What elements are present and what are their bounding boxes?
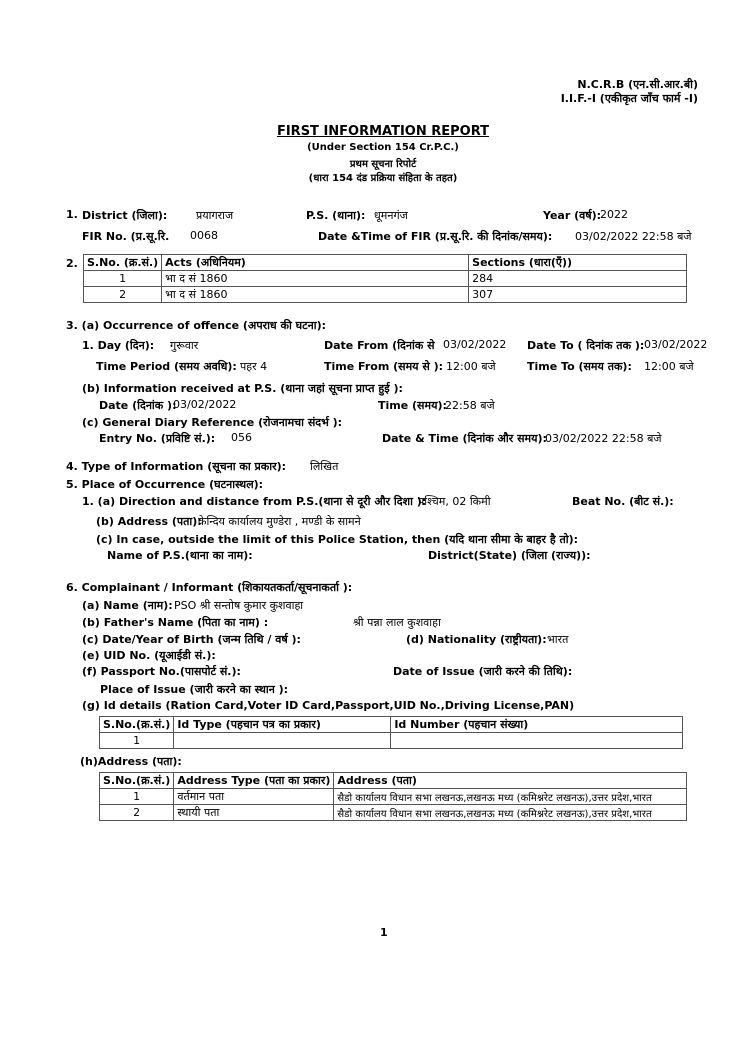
year-label: Year (वर्ष):: [543, 209, 602, 222]
day-label: 1. Day (दिन):: [82, 339, 155, 352]
gd-reference-label: (c) General Diary Reference (रोजनामचा संदर्भ ):: [82, 416, 343, 429]
info-time-label: Time (समय):: [378, 399, 447, 412]
date-from-label: Date From (दिनांक से: [324, 339, 435, 352]
s1-num: 1.: [66, 208, 78, 221]
fir-datetime-value: 03/02/2022 22:58 बजे: [575, 230, 692, 243]
page-title: FIRST INFORMATION REPORT: [276, 124, 490, 139]
address-cell-type: वर्तमान पता: [174, 789, 334, 805]
district-label: District (जिला):: [82, 209, 168, 222]
date-to-value: 03/02/2022: [644, 338, 708, 351]
address-cell-type: स्थायी पता: [174, 805, 334, 821]
form-label: I.I.F.-I (एकीकृत जाँच फार्म -I): [560, 92, 698, 105]
title-hindi-section: (धारा 154 दंड प्रक्रिया संहिता के तहत): [308, 173, 458, 184]
acts-cell-sno: 2: [84, 287, 162, 303]
uid-label: (e) UID No. (यूआईडी सं.):: [82, 649, 216, 662]
address-cell-address: सैडो कार्यालय विधान सभा लखनऊ,लखनऊ मध्य (कमिश्नरेट लखनऊ),उत्तर प्रदेश,भारत: [334, 789, 687, 805]
father-name-value: श्री पन्ना लाल कुशवाहा: [353, 616, 441, 629]
name-value: PSO श्री सन्तोष कुमार कुशवाहा: [174, 599, 304, 612]
place-address-value: केन्दिय कार्यालय मुण्डेरा , मण्डी के सामने: [198, 515, 361, 528]
address-cell-sno: 1: [100, 789, 174, 805]
acts-cell-section: 307: [469, 287, 687, 303]
time-from-label: Time From (समय से ):: [324, 360, 444, 373]
address-header-sno: S.No.(क्र.सं.): [100, 773, 174, 789]
acts-header-row: [84, 255, 687, 271]
dob-label: (c) Date/Year of Birth (जन्म तिथि / वर्ष ):: [82, 633, 301, 646]
info-type-label: 4. Type of Information (सूचना का प्रकार):: [66, 460, 287, 473]
year-value: 2022: [600, 208, 628, 221]
title-hindi: प्रथम सूचना रिपोर्ट: [349, 159, 417, 170]
id-details-label: (g) Id details (Ration Card,Voter ID Card,Passport,UID No.,Driving License,PAN): [82, 699, 575, 712]
address-table: [99, 772, 687, 821]
gd-datetime-label: Date & Time (दिनांक और समय):: [382, 432, 547, 445]
complainant-label: 6. Complainant / Informant (शिकायतकर्ता/सूचनाकर्ता ):: [66, 581, 353, 594]
direction-label: 1. (a) Direction and distance from P.S.(थाना से दूरी और दिशा ):: [82, 495, 427, 508]
address-label: (h)Address (पता):: [80, 755, 182, 768]
id-table: [99, 716, 683, 749]
entry-no-value: 056: [231, 431, 252, 444]
page-number: 1: [380, 926, 388, 939]
title-section: (Under Section 154 Cr.P.C.): [307, 142, 459, 153]
date-from-value: 03/02/2022: [443, 338, 507, 351]
gd-datetime-value: 03/02/2022 22:58 बजे: [545, 432, 662, 445]
issue-date-label: Date of Issue (जारी करने की तिथि):: [393, 665, 573, 678]
time-period-value: पहर 4: [240, 360, 268, 373]
date-to-label: Date To ( दिनांक तक ):: [527, 339, 645, 352]
s2-num: 2.: [66, 257, 78, 270]
id-cell-sno: 1: [100, 733, 174, 749]
id-header-sno: S.No.(क्र.सं.): [100, 717, 174, 733]
father-name-label: (b) Father's Name (पिता का नाम) :: [82, 616, 269, 629]
table-row: [100, 733, 683, 749]
time-to-label: Time To (समय तक):: [527, 360, 632, 373]
acts-cell-sno: 1: [84, 271, 162, 287]
issue-place-label: Place of Issue (जारी करने का स्थान ):: [100, 683, 289, 696]
info-date-value: 03/02/2022: [173, 398, 237, 411]
acts-cell-act: भा द सं 1860: [162, 271, 469, 287]
time-period-label: Time Period (समय अवधि):: [96, 360, 237, 373]
info-type-value: लिखित: [310, 460, 339, 473]
id-header-type: Id Type (पहचान पत्र का प्रकार): [174, 717, 391, 733]
fir-value: 0068: [190, 229, 218, 242]
address-header-type: Address Type (पता का प्रकार): [174, 773, 334, 789]
info-date-label: Date (दिनांक ):: [99, 399, 177, 412]
address-header-row: [100, 773, 687, 789]
outside-state-label: District(State) (जिला (राज्य)):: [428, 549, 591, 562]
passport-label: (f) Passport No.(पासपोर्ट सं.):: [82, 665, 241, 678]
time-from-value: 12:00 बजे: [446, 360, 496, 373]
table-row: [100, 805, 687, 821]
table-row: [84, 287, 687, 303]
acts-header-sections: Sections (धारा(एँ)): [469, 255, 687, 271]
name-label: (a) Name (नाम):: [82, 599, 173, 612]
nationality-value: भारत: [547, 633, 569, 646]
beat-no-label: Beat No. (बीट सं.):: [572, 495, 674, 508]
ps-label: P.S. (थाना):: [306, 209, 366, 222]
table-row: [84, 271, 687, 287]
nationality-label: (d) Nationality (राष्ट्रीयता):: [406, 633, 547, 646]
place-address-label: (b) Address (पता):: [96, 515, 202, 528]
info-received-label: (b) Information received at P.S. (थाना जहां सूचना प्राप्त हुई ):: [82, 382, 403, 395]
entry-no-label: Entry No. (प्रविष्टि सं.):: [99, 432, 216, 445]
district-value: प्रयागराज: [196, 209, 234, 222]
direction-value: पश्चिम, 02 किमी: [418, 495, 491, 508]
id-cell-number: [391, 733, 683, 749]
id-header-row: [100, 717, 683, 733]
fir-label: FIR No. (प्र.सू.रि.: [82, 230, 170, 243]
acts-cell-section: 284: [469, 271, 687, 287]
address-header-address: Address (पता): [334, 773, 687, 789]
address-cell-address: सैडो कार्यालय विधान सभा लखनऊ,लखनऊ मध्य (कमिश्नरेट लखनऊ),उत्तर प्रदेश,भारत: [334, 805, 687, 821]
address-cell-sno: 2: [100, 805, 174, 821]
acts-table: [83, 254, 687, 303]
acts-cell-act: भा द सं 1860: [162, 287, 469, 303]
day-value: गुरूवार: [170, 339, 199, 352]
acts-header-acts: Acts (अधिनियम): [162, 255, 469, 271]
ncrb-label: N.C.R.B (एन.सी.आर.बी): [577, 78, 698, 91]
id-header-number: Id Number (पहचान संख्या): [391, 717, 683, 733]
ps-value: धूमनगंज: [374, 209, 408, 222]
time-to-value: 12:00 बजे: [644, 360, 694, 373]
acts-header-sno: S.No. (क्र.सं.): [84, 255, 162, 271]
table-row: [100, 789, 687, 805]
s3-heading: 3. (a) Occurrence of offence (अपराध की घटना):: [66, 319, 327, 332]
outside-ps-label: Name of P.S.(थाना का नाम):: [107, 549, 253, 562]
outside-limit-label: (c) In case, outside the limit of this Police Station, then (यदि थाना सीमा के बाहर है तो):: [96, 533, 579, 546]
info-time-value: 22:58 बजे: [445, 399, 495, 412]
fir-datetime-label: Date &Time of FIR (प्र.सू.रि. की दिनांक/समय):: [318, 230, 553, 243]
id-cell-type: [174, 733, 391, 749]
place-label: 5. Place of Occurrence (घटनास्थल):: [66, 478, 264, 491]
